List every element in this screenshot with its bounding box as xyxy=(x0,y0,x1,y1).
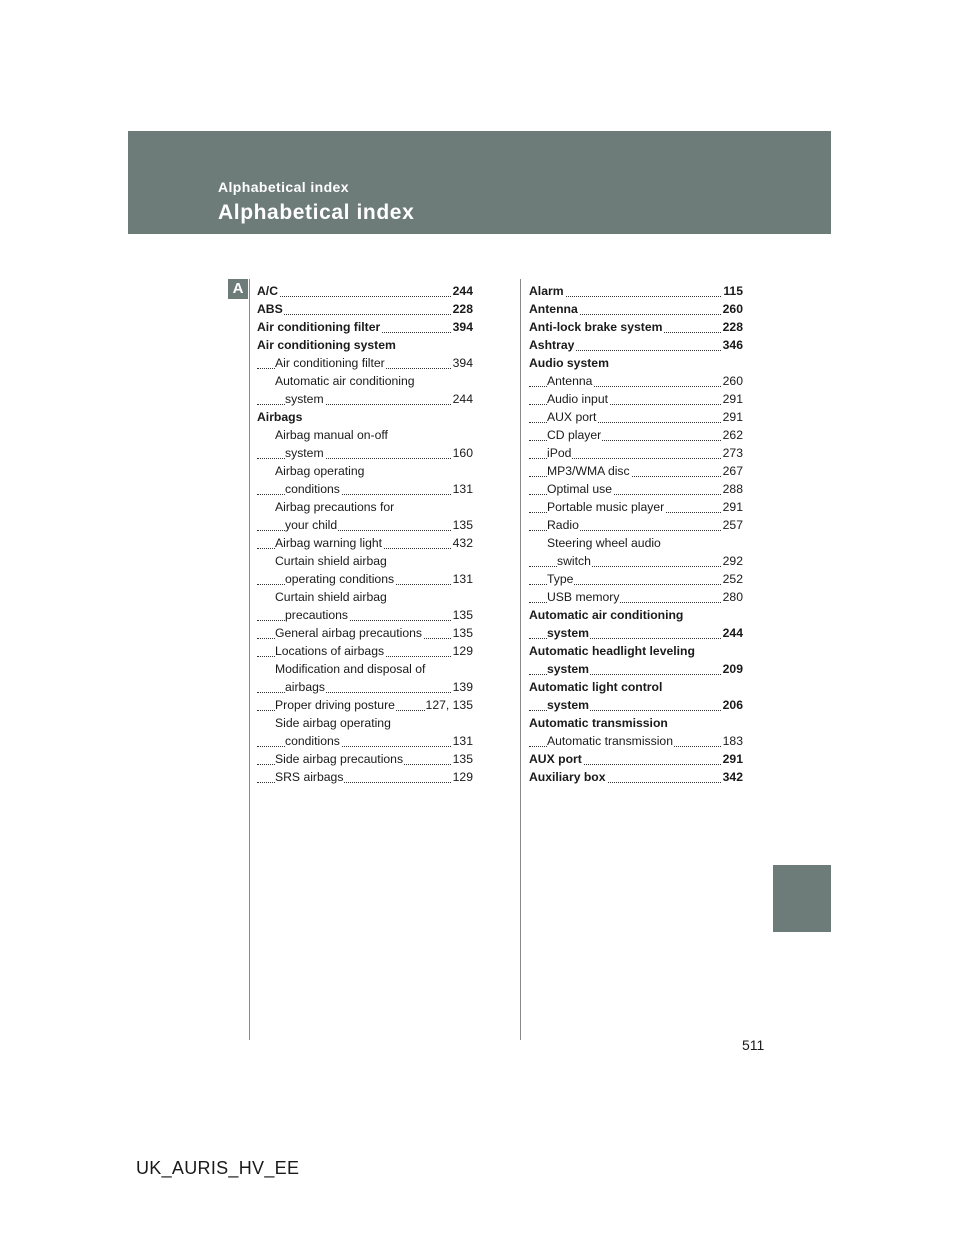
index-entry xyxy=(529,552,743,570)
index-entry xyxy=(529,606,743,624)
index-entry-page: 131 xyxy=(452,734,473,748)
document-code: UK_AURIS_HV_EE xyxy=(136,1158,300,1178)
index-entry xyxy=(529,588,743,606)
index-entry-label: Automatic headlight leveling xyxy=(529,644,695,658)
index-entry-label: iPod xyxy=(547,446,572,460)
index-entry xyxy=(529,660,743,678)
index-column-right xyxy=(529,282,743,786)
index-entry-page: 346 xyxy=(722,338,743,352)
index-entry-label: Locations of airbags xyxy=(275,644,385,658)
index-column-left xyxy=(257,282,473,786)
index-entry xyxy=(529,282,743,300)
left-column-rule xyxy=(249,279,250,1040)
middle-column-rule xyxy=(520,279,521,1040)
index-entry-page: 244 xyxy=(452,392,473,406)
index-entry-page: 135 xyxy=(452,752,473,766)
index-entry-label: Side airbag operating xyxy=(275,716,391,730)
index-entry xyxy=(257,498,473,516)
index-entry xyxy=(257,624,473,642)
index-entry-page: 115 xyxy=(723,284,743,298)
index-entry xyxy=(529,336,743,354)
index-entry xyxy=(529,714,743,732)
index-entry xyxy=(529,444,743,462)
index-entry xyxy=(529,642,743,660)
index-entry xyxy=(257,588,473,606)
index-entry-page: 206 xyxy=(722,698,743,712)
index-entry xyxy=(529,300,743,318)
index-entry-page: 252 xyxy=(722,572,743,586)
index-entry xyxy=(257,570,473,588)
index-entry-label: Optimal use xyxy=(547,482,613,496)
index-entry-page: 160 xyxy=(452,446,473,460)
index-entry xyxy=(529,624,743,642)
index-entry-page: 209 xyxy=(722,662,743,676)
index-entry-label: Curtain shield airbag xyxy=(275,590,387,604)
index-entry xyxy=(529,480,743,498)
index-entry-page: 394 xyxy=(452,320,473,334)
index-entry xyxy=(529,768,743,786)
index-entry-label: CD player xyxy=(547,428,602,442)
index-entry-label: system xyxy=(547,698,590,712)
index-entry xyxy=(257,552,473,570)
index-entry xyxy=(257,426,473,444)
index-entry xyxy=(257,372,473,390)
index-entry-page: 291 xyxy=(722,392,743,406)
index-entry-label: USB memory xyxy=(547,590,620,604)
index-entry-page: 139 xyxy=(452,680,473,694)
index-entry-label: Portable music player xyxy=(547,500,665,514)
index-entry-page: 432 xyxy=(452,536,473,550)
page-number: 511 xyxy=(742,1037,765,1053)
index-entry xyxy=(529,570,743,588)
index-entry xyxy=(257,462,473,480)
index-entry-page: 342 xyxy=(722,770,743,784)
thumb-index-tab xyxy=(773,865,831,932)
index-entry xyxy=(257,354,473,372)
index-entry xyxy=(529,732,743,750)
index-entry xyxy=(529,390,743,408)
index-entry-label: conditions xyxy=(285,482,340,496)
index-entry xyxy=(529,408,743,426)
index-entry-label: airbags xyxy=(285,680,325,694)
index-entry-page: 129 xyxy=(452,770,473,784)
index-entry-label: precautions xyxy=(285,608,349,622)
index-entry-page: 394 xyxy=(452,356,473,370)
index-entry xyxy=(529,426,743,444)
index-entry-page: 127, 135 xyxy=(425,698,473,712)
index-entry-page: 260 xyxy=(722,374,743,388)
index-entry-page: 292 xyxy=(722,554,743,568)
index-entry-page: 262 xyxy=(722,428,743,442)
index-entry xyxy=(529,318,743,336)
index-entry-page: 288 xyxy=(722,482,743,496)
index-entry-label: switch xyxy=(557,554,591,568)
index-entry-label: your child xyxy=(285,518,338,532)
index-entry xyxy=(257,318,473,336)
index-entry xyxy=(257,678,473,696)
index-entry-page: 228 xyxy=(722,320,743,334)
index-entry-label: Anti-lock brake system xyxy=(529,320,663,334)
index-entry xyxy=(257,390,473,408)
index-entry-label: Ashtray xyxy=(529,338,575,352)
index-entry-page: 135 xyxy=(452,626,473,640)
index-entry-label: operating conditions xyxy=(285,572,395,586)
index-entry-label: General airbag precautions xyxy=(275,626,423,640)
index-entry-label: Airbag precautions for xyxy=(275,500,395,514)
index-entry-label: Automatic air conditioning xyxy=(529,608,684,622)
index-entry xyxy=(257,660,473,678)
index-entry-label: MP3/WMA disc xyxy=(547,464,630,478)
index-entry-label: Antenna xyxy=(547,374,593,388)
section-header xyxy=(128,131,831,234)
index-entry xyxy=(257,480,473,498)
index-entry-label: Automatic transmission xyxy=(529,716,668,730)
index-entry-label: Automatic air conditioning xyxy=(275,374,415,388)
index-entry-label: Side airbag precautions xyxy=(275,752,404,766)
index-entry-label: Radio xyxy=(547,518,579,532)
index-entry-label: system xyxy=(285,446,324,460)
index-entry-page: 135 xyxy=(452,608,473,622)
index-entry-label: AUX port xyxy=(529,752,582,766)
index-entry-label: SRS airbags xyxy=(275,770,344,784)
letter-tab: A xyxy=(228,279,248,299)
index-entry-label: Curtain shield airbag xyxy=(275,554,387,568)
index-entry xyxy=(257,516,473,534)
index-entry xyxy=(529,462,743,480)
index-entry-page: 267 xyxy=(722,464,743,478)
index-entry-page: 291 xyxy=(722,410,743,424)
index-entry-label: system xyxy=(547,662,590,676)
index-entry xyxy=(257,444,473,462)
index-entry xyxy=(529,750,743,768)
index-entry-label: Automatic light control xyxy=(529,680,663,694)
index-entry-page: 228 xyxy=(452,302,473,316)
dot-leader xyxy=(257,296,473,297)
index-entry-page: 291 xyxy=(722,752,743,766)
index-entry-label: Proper driving posture xyxy=(275,698,395,712)
index-entry-page: 291 xyxy=(722,500,743,514)
index-entry-page: 129 xyxy=(452,644,473,658)
section-header-small: Alphabetical index xyxy=(218,179,349,195)
index-entry xyxy=(529,354,743,372)
index-entry-page: 273 xyxy=(722,446,743,460)
index-entry-page: 135 xyxy=(452,518,473,532)
index-entry-label: Airbag manual on-off xyxy=(275,428,388,442)
index-entry xyxy=(529,516,743,534)
index-entry-label: Antenna xyxy=(529,302,578,316)
index-entry-page: 244 xyxy=(722,626,743,640)
index-entry xyxy=(529,498,743,516)
index-entry xyxy=(257,282,473,300)
index-entry-label: Airbag warning light xyxy=(275,536,383,550)
index-entry xyxy=(257,336,473,354)
index-entry-label: Auxiliary box xyxy=(529,770,606,784)
index-entry xyxy=(257,768,473,786)
index-entry-page: 260 xyxy=(722,302,743,316)
index-entry xyxy=(257,408,473,426)
index-entry xyxy=(257,750,473,768)
index-entry-page: 183 xyxy=(722,734,743,748)
index-entry xyxy=(529,696,743,714)
index-entry xyxy=(529,678,743,696)
index-entry-label: A/C xyxy=(257,284,278,298)
index-entry-label: Airbag operating xyxy=(275,464,365,478)
index-entry-label: AUX port xyxy=(547,410,597,424)
index-entry-label: Audio input xyxy=(547,392,608,406)
index-entry-label: system xyxy=(547,626,590,640)
index-entry xyxy=(529,372,743,390)
index-entry-label: Alarm xyxy=(529,284,564,298)
index-entry xyxy=(529,534,743,552)
index-entry xyxy=(257,714,473,732)
index-entry xyxy=(257,300,473,318)
index-entry xyxy=(257,732,473,750)
index-entry-label: Steering wheel audio xyxy=(547,536,661,550)
index-entry xyxy=(257,606,473,624)
index-entry-label: Audio system xyxy=(529,356,609,370)
index-entry-page: 131 xyxy=(452,572,473,586)
index-entry xyxy=(257,642,473,660)
index-entry-page: 280 xyxy=(722,590,743,604)
index-entry-label: Air conditioning filter xyxy=(257,320,381,334)
index-entry-label: Type xyxy=(547,572,574,586)
index-entry xyxy=(257,696,473,714)
index-entry-label: conditions xyxy=(285,734,340,748)
index-entry-page: 244 xyxy=(452,284,473,298)
index-entry-label: system xyxy=(285,392,324,406)
index-entry-label: Automatic transmission xyxy=(547,734,673,748)
index-entry-label: Air conditioning system xyxy=(257,338,396,352)
index-entry xyxy=(257,534,473,552)
index-entry-label: Modification and disposal of xyxy=(275,662,426,676)
index-entry-page: 131 xyxy=(452,482,473,496)
index-entry-label: ABS xyxy=(257,302,283,316)
index-entry-label: Airbags xyxy=(257,410,303,424)
section-header-title: Alphabetical index xyxy=(218,201,415,224)
dot-leader xyxy=(257,314,473,315)
index-entry-label: Air conditioning filter xyxy=(275,356,385,370)
index-entry-page: 257 xyxy=(722,518,743,532)
